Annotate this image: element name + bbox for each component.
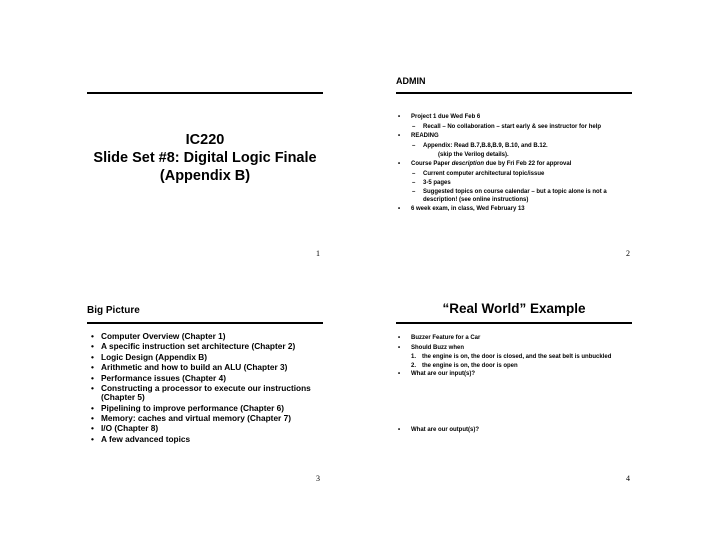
list-item: • Performance issues (Chapter 4) — [91, 374, 326, 383]
slide4-rule — [396, 322, 632, 324]
list-item: • A few advanced topics — [91, 435, 326, 444]
list-item: • 6 week exam, in class, Wed February 13 — [398, 205, 638, 213]
list-item: • Logic Design (Appendix B) — [91, 353, 326, 362]
list-item: – 3-5 pages — [398, 179, 638, 187]
list-item: • Pipelining to improve performance (Chapter 6) — [91, 404, 326, 413]
list-item: – Suggested topics on course calendar – but a topic alone is not a description! (see online instructions) — [398, 188, 638, 204]
list-item: • I/O (Chapter 8) — [91, 424, 326, 433]
item-number: 2. — [411, 362, 417, 369]
page-number: 2 — [626, 249, 630, 258]
list-item: • Buzzer Feature for a Car — [398, 335, 638, 343]
slide3-rule — [87, 322, 323, 324]
list-item: – Recall – No collaboration – start early & see instructor for help — [398, 123, 638, 131]
example-list — [398, 335, 638, 381]
list-item: • What are our input(s)? — [398, 371, 638, 379]
list-item: • What are our output(s)? — [398, 427, 638, 435]
title-line: (Appendix B) — [159, 168, 251, 184]
list-item: • Memory: caches and virtual memory (Chapter 7) — [91, 414, 326, 423]
list-item — [398, 354, 638, 362]
list-item: • Computer Overview (Chapter 1) — [91, 332, 326, 341]
example-list-2 — [398, 427, 638, 437]
list-item — [398, 363, 638, 371]
list-item: • READING — [398, 132, 638, 140]
list-item: – Appendix: Read B.7,B.8,B.9, B.10, and B.12. — [398, 142, 638, 150]
list-item — [398, 160, 638, 168]
slide1-title — [87, 131, 323, 185]
slide2-heading: ADMIN — [396, 76, 426, 86]
big-picture-list — [91, 332, 326, 445]
list-item: • A specific instruction set architecture (Chapter 2) — [91, 342, 326, 351]
slide3-heading: Big Picture — [87, 305, 140, 316]
item-text: the engine is on, the door is closed, and the seat belt is unbuckled — [422, 354, 612, 361]
page-number: 4 — [626, 474, 630, 483]
list-item: • Arithmetic and how to build an ALU (Chapter 3) — [91, 363, 326, 372]
title-line: IC220 — [185, 132, 225, 148]
item-text: Course Paper — [411, 161, 452, 167]
admin-list — [398, 113, 638, 215]
item-text: the engine is on, the door is open — [422, 362, 518, 369]
list-item: • Should Buzz when — [398, 345, 638, 353]
page-number: 3 — [316, 474, 320, 483]
list-item: • Constructing a processor to execute our instructions (Chapter 5) — [91, 384, 326, 403]
slide4-heading: “Real World” Example — [442, 301, 586, 316]
item-number: 1. — [411, 354, 417, 361]
list-item: (skip the Verilog details). — [438, 152, 509, 158]
slide2-rule — [396, 92, 632, 94]
list-item: – Current computer architectural topic/issue — [398, 170, 638, 178]
page-number: 1 — [316, 249, 320, 258]
list-item: • Project 1 due Wed Feb 6 — [398, 113, 638, 121]
slide1-top-rule — [87, 92, 323, 94]
title-line: Slide Set #8: Digital Logic Finale — [93, 150, 317, 166]
item-italic: description — [451, 161, 485, 167]
item-text: due by Fri Feb 22 for approval — [484, 161, 572, 167]
